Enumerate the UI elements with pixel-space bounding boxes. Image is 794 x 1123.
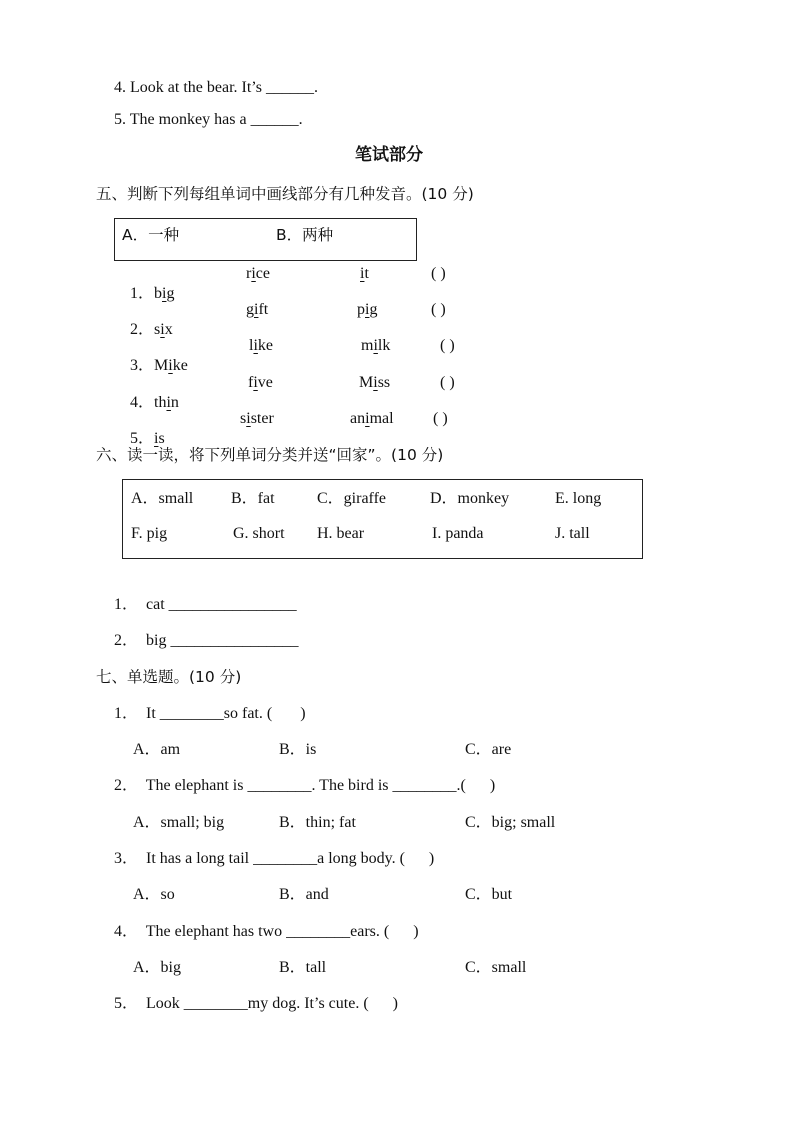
answer-paren: ( ) <box>440 337 455 354</box>
mc-question-1: 1． It ________so fat. ( ) <box>114 705 306 722</box>
mc-option-c: C．big; small <box>465 814 556 831</box>
word: like <box>249 337 274 354</box>
word-item: A．small <box>131 490 194 507</box>
word: pig <box>357 301 378 318</box>
word-item: G. short <box>233 525 285 542</box>
answer-paren: ( ) <box>440 374 455 391</box>
section-5-heading: 五、判断下列每组单词中画线部分有几种发音。(10 分) <box>96 185 474 203</box>
row-number: 3． <box>130 357 155 374</box>
word-item: B．fat <box>231 490 275 507</box>
section-6-heading: 六、读一读，将下列单词分类并送“回家”。(10 分) <box>96 446 444 464</box>
options-box <box>114 218 417 261</box>
option-a: A．一种 <box>122 226 180 244</box>
word: thin <box>154 394 179 411</box>
word-item: D．monkey <box>430 490 510 507</box>
classify-line-2: 2． big ________________ <box>114 632 299 649</box>
mc-option-c: C．but <box>465 886 513 903</box>
word: big <box>154 285 175 302</box>
word: Mike <box>154 357 188 374</box>
classify-line-1: 1． cat ________________ <box>114 596 297 613</box>
row-number: 1． <box>130 285 155 302</box>
row-number: 4． <box>130 394 155 411</box>
mc-option-b: B．and <box>279 886 329 903</box>
word-item: I. panda <box>432 525 484 542</box>
mc-option-a: A．am <box>133 741 181 758</box>
answer-paren: ( ) <box>431 301 446 318</box>
word: milk <box>361 337 391 354</box>
word: sister <box>240 410 274 427</box>
section-title: 笔试部分 <box>355 145 423 165</box>
question-4: 4. Look at the bear. It’s ______. <box>114 79 318 96</box>
option-b: B．两种 <box>276 226 334 244</box>
word: is <box>154 430 165 447</box>
word: six <box>154 321 173 338</box>
word: rice <box>246 265 270 282</box>
word: five <box>248 374 273 391</box>
word: gift <box>246 301 269 318</box>
mc-option-a: A．so <box>133 886 175 903</box>
mc-option-a: A．small; big <box>133 814 225 831</box>
word-bank-box <box>122 479 643 559</box>
question-5: 5. The monkey has a ______. <box>114 111 303 128</box>
mc-question-4: 4． The elephant has two ________ears. ( ) <box>114 923 419 940</box>
mc-question-2: 2． The elephant is ________. The bird is ________.( ) <box>114 777 496 794</box>
mc-option-b: B．thin; fat <box>279 814 356 831</box>
word-item: H. bear <box>317 525 365 542</box>
mc-option-a: A．big <box>133 959 182 976</box>
section-7-heading: 七、单选题。(10 分) <box>96 668 242 686</box>
mc-question-5: 5． Look ________my dog. It’s cute. ( ) <box>114 995 398 1012</box>
mc-option-b: B．is <box>279 741 317 758</box>
answer-paren: ( ) <box>431 265 446 282</box>
word-item: E. long <box>555 490 602 507</box>
word: animal <box>350 410 394 427</box>
word: Miss <box>359 374 391 391</box>
answer-paren: ( ) <box>433 410 448 427</box>
mc-option-c: C．small <box>465 959 527 976</box>
mc-option-b: B．tall <box>279 959 327 976</box>
word-item: F. pig <box>131 525 168 542</box>
row-number: 5． <box>130 430 155 447</box>
mc-question-3: 3． It has a long tail ________a long body. ( ) <box>114 850 435 867</box>
row-number: 2． <box>130 321 155 338</box>
word-item: J. tall <box>555 525 590 542</box>
mc-option-c: C．are <box>465 741 512 758</box>
word: it <box>360 265 369 282</box>
word-item: C．giraffe <box>317 490 387 507</box>
